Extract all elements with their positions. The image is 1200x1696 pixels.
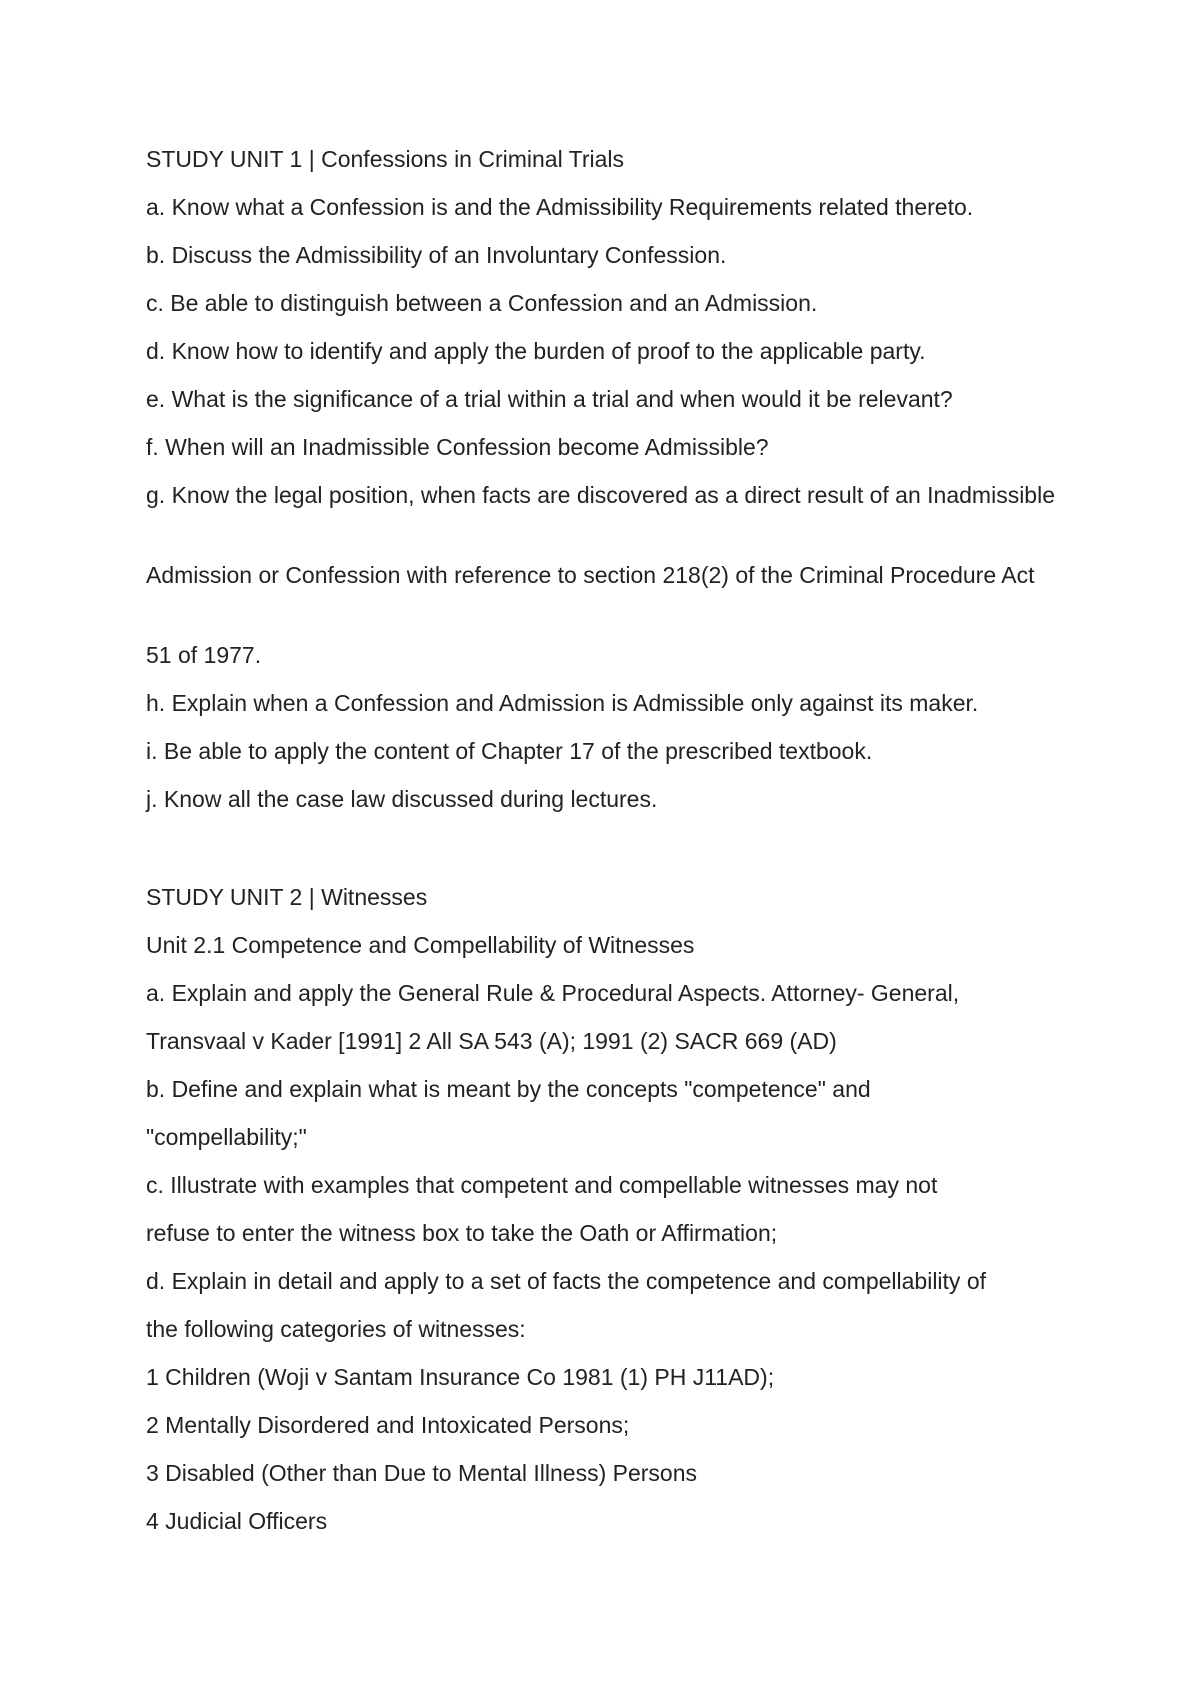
unit1-item-e: e. What is the significance of a trial within a trial and when would it be relevant? — [146, 386, 953, 412]
witness-category-children: 1 Children (Woji v Santam Insurance Co 1981 (1) PH J11AD); — [146, 1364, 775, 1390]
study-unit-1-heading: STUDY UNIT 1 | Confessions in Criminal Trials — [146, 146, 625, 172]
unit1-item-f: f. When will an Inadmissible Confession become Admissible? — [146, 434, 769, 460]
unit2-item-b: b. Define and explain what is meant by the concepts "competence" and — [146, 1076, 871, 1102]
unit1-item-g-continued: Admission or Confession with reference to section 218(2) of the Criminal Procedure Act — [146, 562, 1035, 588]
unit2-item-b-continued: "compellability;" — [146, 1124, 307, 1150]
unit2-item-d: d. Explain in detail and apply to a set of facts the competence and compellability of — [146, 1268, 987, 1294]
unit1-item-c: c. Be able to distinguish between a Confession and an Admission. — [146, 290, 818, 316]
witness-category-judicial-officers: 4 Judicial Officers — [146, 1508, 328, 1534]
study-unit-2-heading: STUDY UNIT 2 | Witnesses — [146, 884, 428, 910]
unit1-item-j: j. Know all the case law discussed during lectures. — [146, 786, 658, 812]
unit1-item-g-act-year: 51 of 1977. — [146, 642, 262, 668]
unit1-item-d: d. Know how to identify and apply the burden of proof to the applicable party. — [146, 338, 926, 364]
unit2-item-d-continued: the following categories of witnesses: — [146, 1316, 526, 1342]
unit1-item-a: a. Know what a Confession is and the Admissibility Requirements related thereto. — [146, 194, 974, 220]
witness-category-disabled: 3 Disabled (Other than Due to Mental Illness) Persons — [146, 1460, 697, 1486]
unit2-item-a-continued: Transvaal v Kader [1991] 2 All SA 543 (A); 1991 (2) SACR 669 (AD) — [146, 1028, 837, 1054]
unit2-item-a: a. Explain and apply the General Rule & Procedural Aspects. Attorney- General, — [146, 980, 960, 1006]
witness-category-mentally-disordered: 2 Mentally Disordered and Intoxicated Persons; — [146, 1412, 630, 1438]
unit1-item-g: g. Know the legal position, when facts are discovered as a direct result of an Inadmissible — [146, 482, 1055, 508]
unit1-item-i: i. Be able to apply the content of Chapter 17 of the prescribed textbook. — [146, 738, 873, 764]
unit1-item-h: h. Explain when a Confession and Admission is Admissible only against its maker. — [146, 690, 979, 716]
unit2-item-c-continued: refuse to enter the witness box to take the Oath or Affirmation; — [146, 1220, 778, 1246]
unit2-item-c: c. Illustrate with examples that competent and compellable witnesses may not — [146, 1172, 938, 1198]
unit1-item-b: b. Discuss the Admissibility of an Involuntary Confession. — [146, 242, 727, 268]
unit2-subheading: Unit 2.1 Competence and Compellability of Witnesses — [146, 932, 695, 958]
